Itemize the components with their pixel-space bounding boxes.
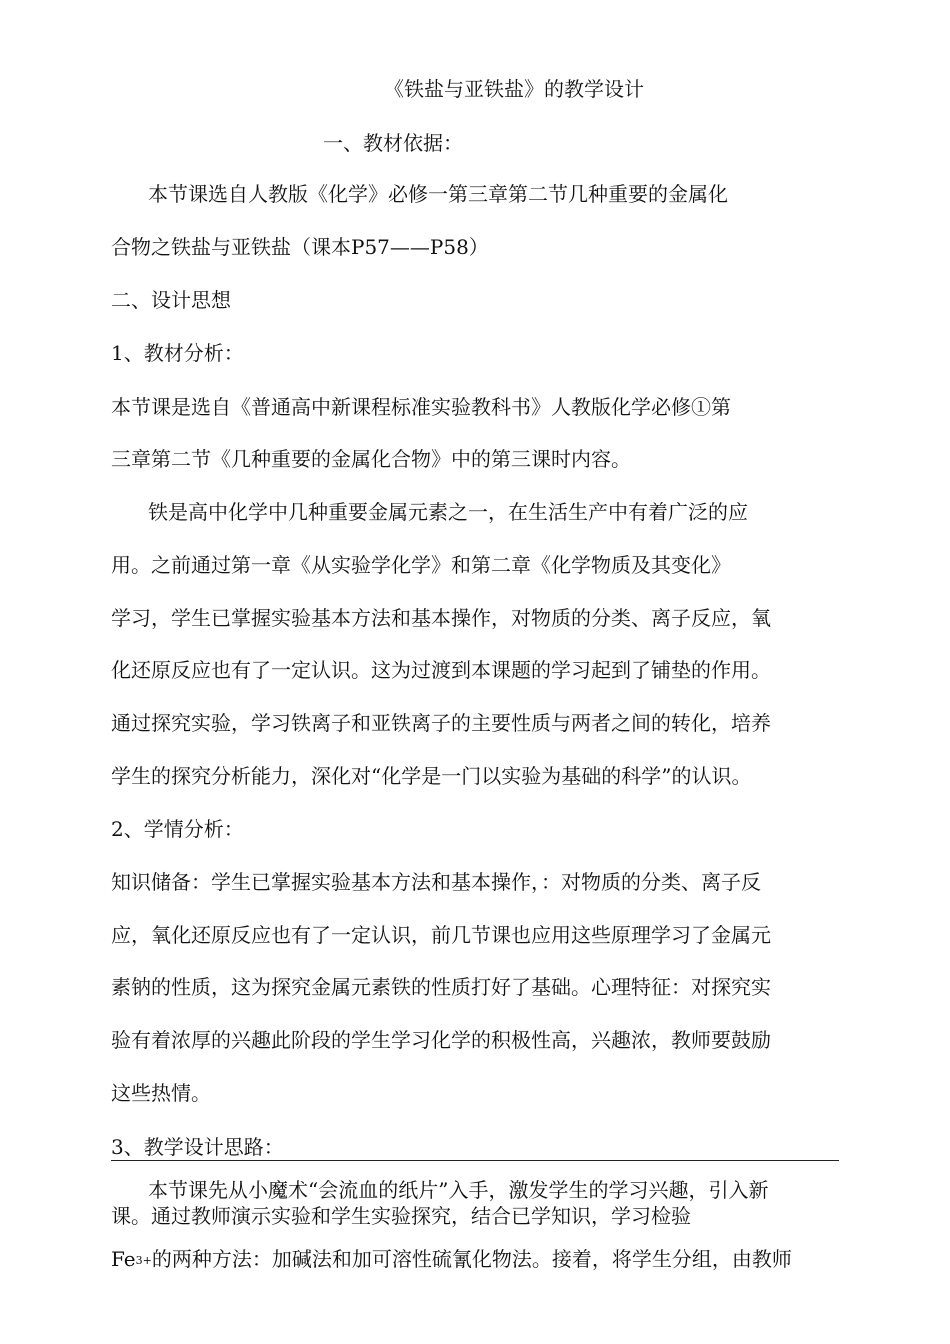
paragraph-line: 学习，学生已掌握实验基本方法和基本操作，对物质的分类、离子反应，氧 <box>111 606 771 630</box>
paragraph-line: 本节课是选自《普通高中新课程标准实验教科书》人教版化学必修①第 <box>111 395 731 419</box>
paragraph-line: 课。通过教师演示实验和学生实验探究，结合已学知识，学习检验 <box>111 1204 691 1228</box>
subheading-textbook-analysis: 1、教材分析： <box>111 341 244 365</box>
paragraph-line: 这些热情。 <box>111 1081 211 1105</box>
paragraph-line: 合物之铁盐与亚铁盐（课本P57——P58） <box>111 235 489 259</box>
subheading-student-analysis: 2、学情分析： <box>111 817 244 841</box>
paragraph-line: 应，氧化还原反应也有了一定认识，前几节课也应用这些原理学习了金属元 <box>111 923 771 947</box>
paragraph-line: 验有着浓厚的兴趣此阶段的学生学习化学的积极性高，兴趣浓，教师要鼓励 <box>111 1028 771 1052</box>
fe-symbol: Fe <box>111 1247 136 1271</box>
paragraph-line: 三章第二节《几种重要的金属化合物》中的第三课时内容。 <box>111 447 631 471</box>
paragraph-line: 铁是高中化学中几种重要金属元素之一，在生活生产中有着广泛的应 <box>148 500 748 524</box>
paragraph-line: 学生的探究分析能力，深化对“化学是一门以实验为基础的科学”的认识。 <box>111 764 752 788</box>
paragraph-line: 用。之前通过第一章《从实验学化学》和第二章《化学物质及其变化》 <box>111 553 731 577</box>
paragraph-line: 本节课选自人教版《化学》必修一第三章第二节几种重要的金属化 <box>148 182 728 206</box>
paragraph-line: 知识储备：学生已掌握实验基本方法和基本操作，：对物质的分类、离子反 <box>111 870 761 894</box>
fe-line-text: 的两种方法：加碱法和加可溶性硫氰化物法。接着，将学生分组，由教师 <box>151 1247 792 1271</box>
document-title: 《铁盐与亚铁盐》的教学设计 <box>384 77 644 101</box>
paragraph-line: 素钠的性质，这为探究金属元素铁的性质打好了基础。心理特征：对探究实 <box>111 975 771 999</box>
section-heading-design: 二、设计思想 <box>111 288 231 312</box>
horizontal-divider <box>111 1160 839 1161</box>
paragraph-line: 本节课先从小魔术“会流血的纸片”入手，激发学生的学习兴趣，引入新 <box>148 1178 769 1202</box>
paragraph-line-fe3 <box>111 1249 792 1269</box>
fe-charge-superscript: 3+ <box>135 1254 152 1267</box>
subheading-design-approach: 3、教学设计思路： <box>111 1135 284 1159</box>
paragraph-line: 通过探究实验，学习铁离子和亚铁离子的主要性质与两者之间的转化，培养 <box>111 711 771 735</box>
section-heading-basis: 一、教材依据： <box>323 131 463 155</box>
paragraph-line: 化还原反应也有了一定认识。这为过渡到本课题的学习起到了铺垫的作用。 <box>111 658 771 682</box>
